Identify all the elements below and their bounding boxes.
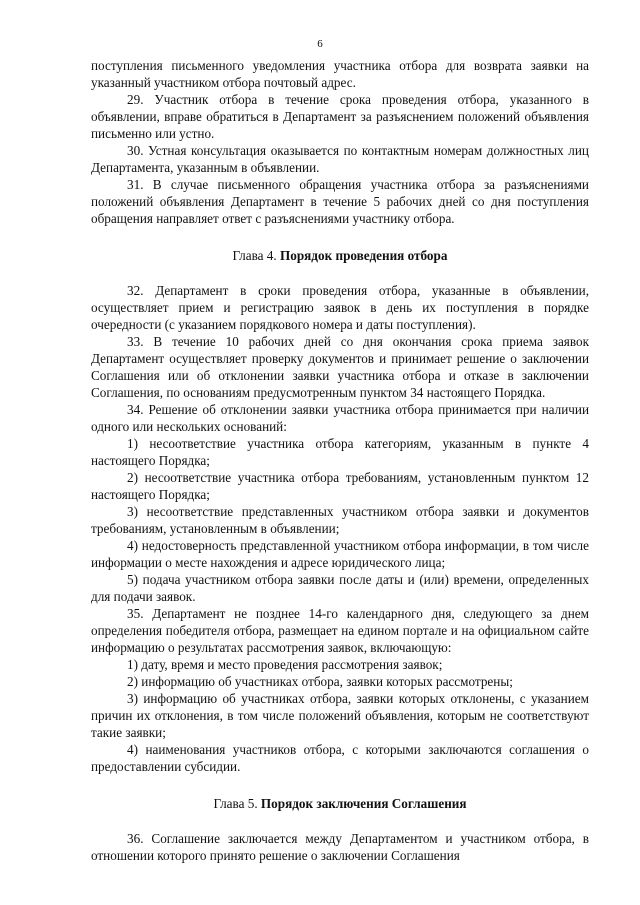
- list-item: 5) подача участником отбора заявки после даты и (или) времени, определенных для подачи заявок.: [91, 572, 589, 604]
- paragraph: 32. Департамент в сроки проведения отбора, указанные в объявлении, осуществляет прием и регистрацию заявок в день их поступления в порядке очередности (с указанием порядкового номера и даты поступления).: [91, 283, 589, 332]
- paragraph: 30. Устная консультация оказывается по контактным номерам должностных лиц Департамента, указанным в объявлении.: [91, 143, 589, 175]
- list-item: 3) информацию об участниках отбора, заявки которых отклонены, с указанием причин их отклонения, в том числе положений объявления, которым не соответствуют такие заявки;: [91, 691, 589, 740]
- list-item: 1) несоответствие участника отбора категориям, указанным в пункте 4 настоящего Порядка;: [91, 436, 589, 468]
- paragraph: 34. Решение об отклонении заявки участника отбора принимается при наличии одного или нескольких оснований:: [91, 402, 589, 434]
- list-item: 4) наименования участников отбора, с которыми заключаются соглашения о предоставлении субсидии.: [91, 742, 589, 774]
- chapter-heading: [91, 795, 589, 812]
- paragraph: 33. В течение 10 рабочих дней со дня окончания срока приема заявок Департамент осуществляет проверку документов и принимает решение о заключении Соглашения или об отклонении заявки участника отбора и отказе в заключении Соглашения, по основаниям предусмотренным пунктом 34 настоящего Порядка.: [91, 334, 589, 400]
- list-item: 2) несоответствие участника отбора требованиям, установленным пунктом 12 настоящего Порядка;: [91, 470, 589, 502]
- list-item: 4) недостоверность представленной участником отбора информации, в том числе информации о месте нахождения и адресе юридического лица;: [91, 538, 589, 570]
- chapter-prefix: Глава 5.: [213, 796, 261, 811]
- list-item: 3) несоответствие представленных участником отбора заявки и документов требованиям, установленным в объявлении;: [91, 504, 589, 536]
- paragraph: 35. Департамент не позднее 14-го календарного дня, следующего за днем определения победителя отбора, размещает на едином портале и на официальном сайте информацию о результатах рассмотрения заявок, включающую:: [91, 606, 589, 655]
- paragraph: 31. В случае письменного обращения участника отбора за разъяснениями положений объявления Департамент в течение 5 рабочих дней со дня поступления обращения направляет ответ с разъяснениями участнику отбора.: [91, 177, 589, 226]
- list-item: 2) информацию об участниках отбора, заявки которых рассмотрены;: [127, 674, 513, 689]
- document-body: [91, 57, 589, 864]
- page-number: 6: [317, 38, 323, 50]
- paragraph: 29. Участник отбора в течение срока проведения отбора, указанного в объявлении, вправе обратиться в Департамент за разъяснением положений объявления письменно или устно.: [91, 92, 589, 141]
- chapter-title: Порядок проведения отбора: [279, 248, 448, 263]
- paragraph: 36. Соглашение заключается между Департаментом и участником отбора, в отношении которого принято решение о заключении Соглашения: [91, 831, 589, 863]
- chapter-prefix: Глава 4.: [232, 248, 280, 263]
- paragraph: поступления письменного уведомления участника отбора для возврата заявки на указанный участником отбора почтовый адрес.: [91, 58, 589, 90]
- chapter-title: Порядок заключения Соглашения: [260, 796, 467, 811]
- list-item: 1) дату, время и место проведения рассмотрения заявок;: [127, 657, 443, 672]
- chapter-heading: [91, 247, 589, 264]
